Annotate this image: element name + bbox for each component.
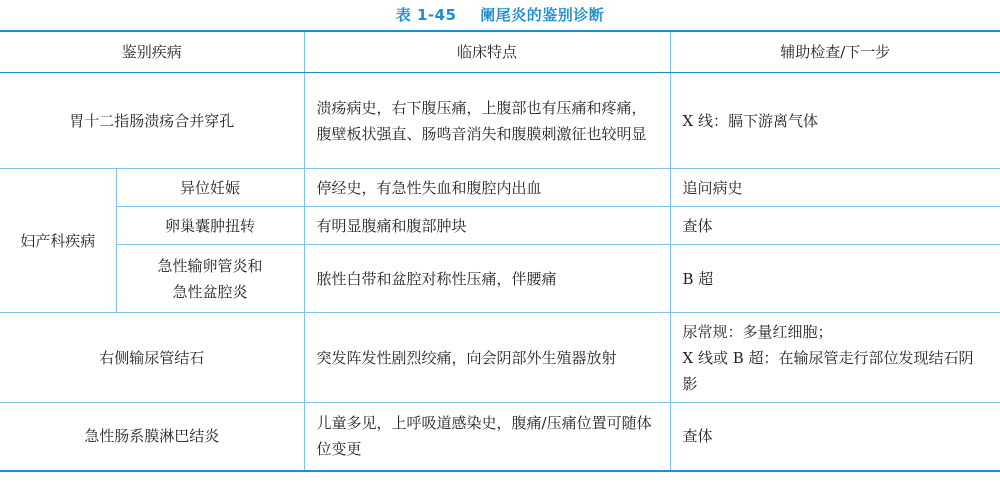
group-cell: 妇产科疾病 [0,169,116,313]
disease-cell: 右侧输尿管结石 [0,313,304,403]
features-cell: 溃疡病史，右下腹压痛，上腹部也有压痛和疼痛，腹壁板状强直、肠鸣音消失和腹膜刺激征也较明显 [304,73,670,169]
table-row [0,73,1000,169]
features-cell: 有明显腹痛和腹部肿块 [304,207,670,245]
exam-cell: B 超 [670,245,1000,313]
disease-cell: 卵巢囊肿扭转 [116,207,304,245]
table-row [0,245,1000,313]
table-row [0,313,1000,403]
exam-cell: X 线：膈下游离气体 [670,73,1000,169]
disease-line: 急性盆腔炎 [172,282,248,301]
exam-cell: 查体 [670,403,1000,471]
table-row [0,207,1000,245]
table-row [0,169,1000,207]
exam-line: X 线或 B 超：在输尿管走行部位发现结石阴影 [682,348,974,393]
disease-cell: 异位妊娠 [116,169,304,207]
exam-line: 尿常规：多量红细胞； [682,322,833,341]
table-number: 表 1-45 [395,6,457,24]
table-caption [0,0,1000,30]
features-cell: 突发阵发性剧烈绞痛，向会阴部外生殖器放射 [304,313,670,403]
disease-cell: 胃十二指肠溃疡合并穿孔 [0,73,304,169]
disease-cell [116,245,304,313]
features-cell: 脓性白带和盆腔对称性压痛，伴腰痛 [304,245,670,313]
table-title: 阑尾炎的鉴别诊断 [480,6,605,24]
exam-cell [670,313,1000,403]
exam-cell: 查体 [670,207,1000,245]
table-row [0,403,1000,471]
header-disease: 鉴别疾病 [0,31,304,73]
header-exam: 辅助检查/下一步 [670,31,1000,73]
header-features: 临床特点 [304,31,670,73]
differential-diagnosis-table [0,30,1000,472]
header-row [0,31,1000,73]
features-cell: 儿童多见，上呼吸道感染史，腹痛/压痛位置可随体位变更 [304,403,670,471]
features-cell: 停经史，有急性失血和腹腔内出血 [304,169,670,207]
exam-cell: 追问病史 [670,169,1000,207]
disease-cell: 急性肠系膜淋巴结炎 [0,403,304,471]
disease-line: 急性输卵管炎和 [157,256,263,275]
